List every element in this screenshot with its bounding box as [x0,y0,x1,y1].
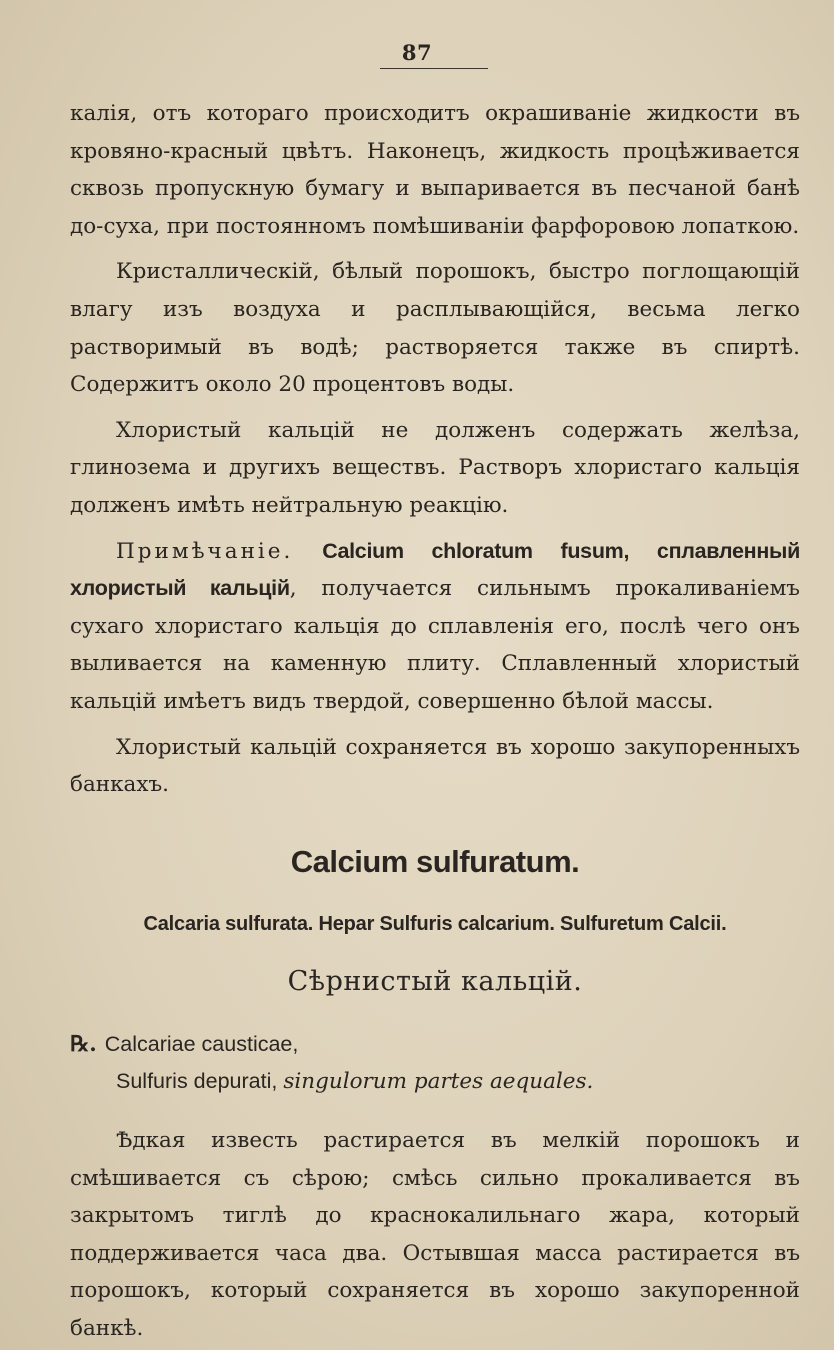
note-text: , получается сильнымъ прокаливаніемъ сухаго хлористаго кальція до сплавленія его, послѣ чего онъ выливается на каменную плиту. Сплавленный хлористый кальцій имѣетъ видъ твердой, совершенно бѣлой массы. [70,576,800,714]
header-rule [380,68,488,69]
paragraph-purity: Хлористый кальцій не долженъ содержать желѣза, глинозема и другихъ веществъ. Растворъ хлористаго кальція долженъ имѣть нейтральную реакцію. [70,417,800,518]
section-russian-title: Сѣрнистый кальцій. [287,966,583,997]
recipe [70,1026,800,1100]
recipe-line-2 [70,1063,800,1100]
paragraph-method: Ѣдкая известь растирается въ мелкій порошокъ и смѣшивается съ сѣрою; смѣсь сильно прокаливается въ закрытомъ тиглѣ до краснокалильнаго жара, который поддерживается часа два. Остывшая масса растирается въ порошокъ, который сохраняется въ хорошо закупоренной банкѣ. [70,1128,800,1341]
note-heavy-term: Calcium chloratum fusum, сплавленный хлористый кальцій [70,538,800,601]
note-label: Примѣчаніе. [116,538,294,564]
section-calcium-sulfuratum [70,838,800,1348]
recipe-proportion: singulorum partes aequales. [283,1069,594,1094]
page-number: 87 [401,40,433,65]
recipe-symbol: ℞. [70,1032,97,1057]
recipe-line-1 [70,1026,800,1063]
body-text [70,95,800,812]
paragraph-note [70,533,800,721]
paragraph-continuation: калія, отъ котораго происходитъ окрашиваніе жидкости въ кровяно-красный цвѣтъ. Наконецъ, жидкость процѣживается сквозь пропускную бумагу и выпаривается въ песчаной банѣ до-суха, при постоянномъ помѣшиваніи фарфоровою лопаткою. [70,101,800,239]
section-title: Calcium sulfuratum. [290,844,580,879]
paragraph-storage: Хлористый кальцій сохраняется въ хорошо закупоренныхъ банкахъ. [70,734,800,798]
paragraph-description: Кристаллическій, бѣлый порошокъ, быстро поглощающій влагу изъ воздуха и расплывающійся, весьма легко растворимый въ водѣ; растворяется также въ спиртѣ. Содержитъ около 20 процентовъ воды. [70,259,800,398]
recipe-ingredient-2: Sulfuris depurati, [116,1069,278,1093]
recipe-ingredient-1: Calcariae causticae, [104,1032,299,1056]
section-synonyms: Calcaria sulfurata. Hepar Sulfuris calcarium. Sulfuretum Calcii. [143,913,727,935]
